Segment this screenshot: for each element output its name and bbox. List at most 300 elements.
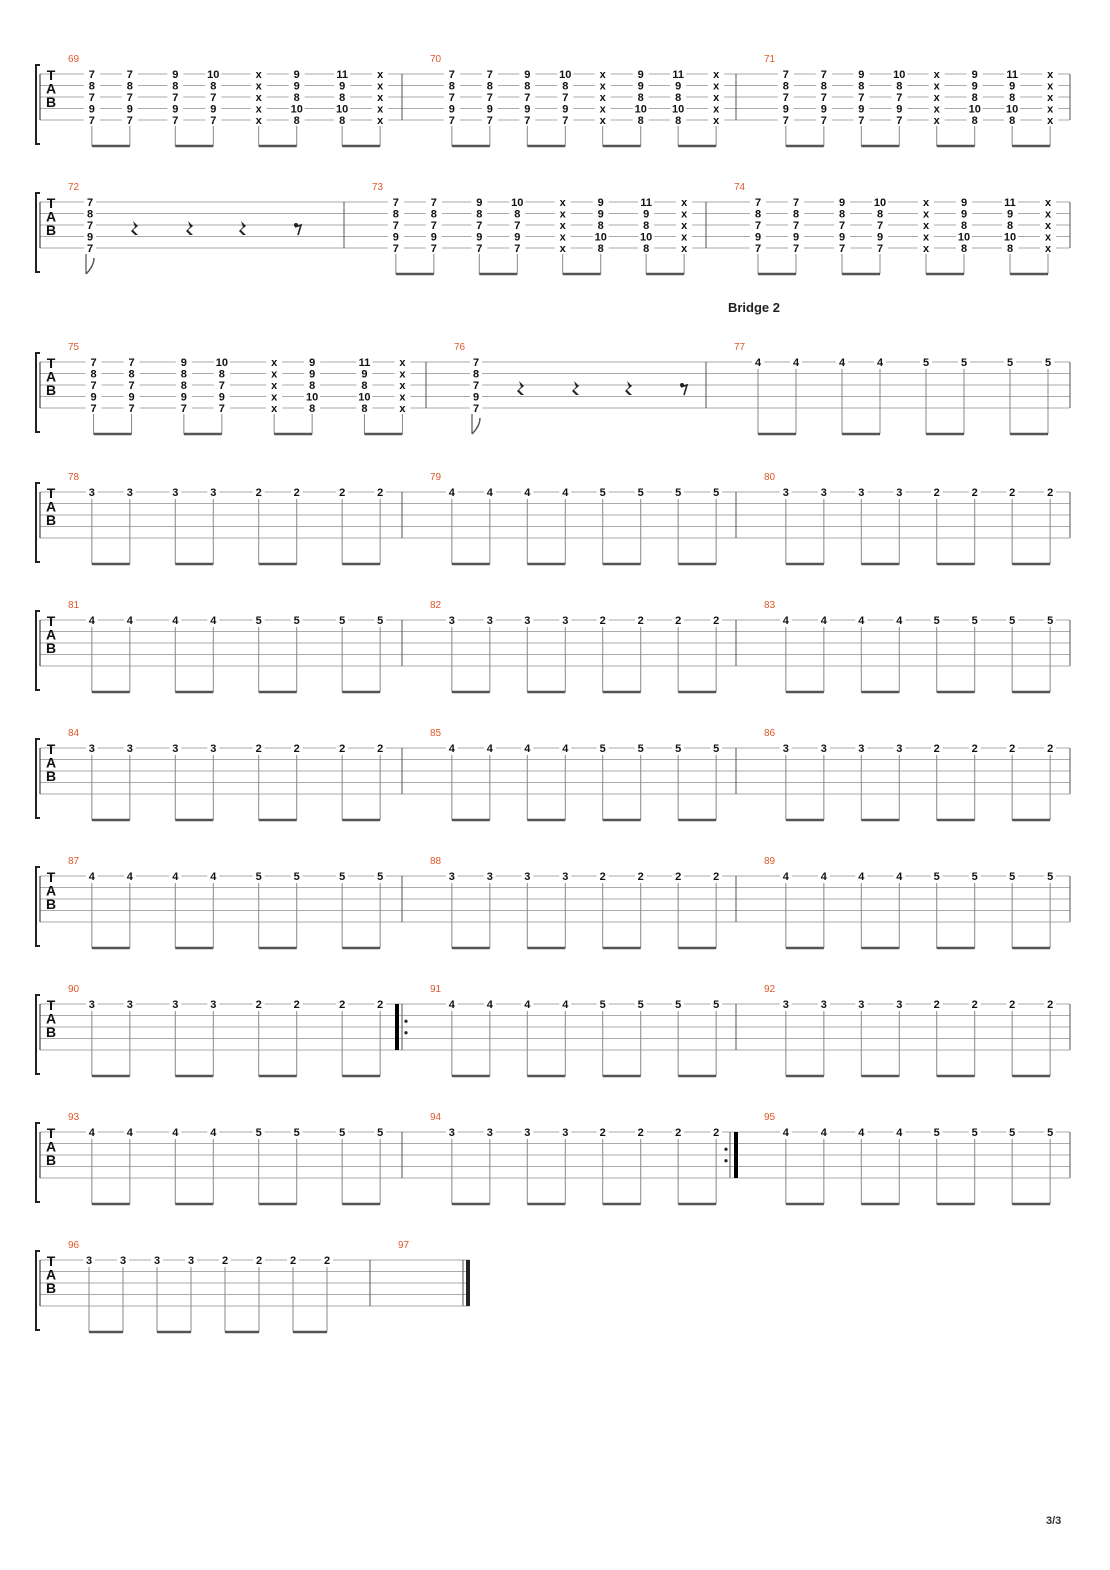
- fret-number: 5: [293, 1127, 300, 1139]
- fret-number: 5: [637, 487, 644, 499]
- fret-number: 4: [486, 999, 493, 1011]
- fret-number: 4: [172, 871, 179, 883]
- fret-number: 2: [933, 999, 940, 1011]
- fret-number: 7: [820, 92, 827, 104]
- fret-number: 3: [88, 487, 95, 499]
- fret-number: 8: [637, 92, 644, 104]
- dead-note: x: [681, 243, 688, 255]
- dead-note: x: [377, 115, 384, 127]
- fret-number: 3: [562, 871, 569, 883]
- fret-number: 4: [792, 357, 800, 369]
- measure-number: 93: [68, 1112, 80, 1123]
- fret-number: 5: [1047, 1127, 1054, 1139]
- fret-number: 5: [1006, 357, 1014, 369]
- fret-number: 9: [309, 368, 316, 381]
- fret-number: 7: [128, 403, 135, 415]
- fret-number: 2: [971, 487, 978, 499]
- fret-number: 4: [126, 1127, 133, 1139]
- tab-clef-letter: T: [46, 997, 56, 1013]
- tab-clef-letter: T: [46, 355, 56, 371]
- system-bracket: [36, 483, 40, 562]
- fret-number: 3: [782, 487, 789, 499]
- dead-note: x: [559, 220, 566, 232]
- measure-number: 87: [68, 856, 80, 867]
- fret-number: 8: [476, 208, 483, 221]
- fret-number: 9: [218, 391, 225, 404]
- fret-number: 8: [1009, 92, 1016, 104]
- dead-note: x: [922, 197, 930, 209]
- measure-number: 94: [430, 1112, 442, 1123]
- measure-number: 70: [430, 54, 442, 65]
- dead-note: x: [713, 80, 720, 93]
- fret-number: 7: [448, 69, 455, 81]
- system-bracket: [36, 65, 40, 144]
- fret-number: 2: [599, 871, 606, 883]
- fret-number: 5: [599, 999, 606, 1011]
- fret-number: 7: [838, 243, 846, 255]
- fret-number: 9: [486, 103, 493, 116]
- dead-note: x: [1047, 103, 1054, 116]
- fret-number: 7: [754, 243, 762, 255]
- fret-number: 7: [126, 115, 133, 127]
- fret-number: 8: [782, 80, 789, 93]
- fret-number: 3: [896, 487, 903, 499]
- fret-number: 10: [968, 103, 981, 116]
- fret-number: 2: [713, 615, 720, 627]
- measure-number: 90: [68, 984, 80, 995]
- fret-number: 7: [754, 220, 762, 232]
- fret-number: 3: [562, 615, 569, 627]
- measure-number: 96: [68, 1240, 80, 1251]
- dead-note: x: [399, 391, 406, 404]
- fret-number: 2: [675, 871, 682, 883]
- fret-number: 9: [562, 103, 569, 116]
- fret-number: 2: [933, 743, 940, 755]
- repeat-dot: [724, 1159, 727, 1162]
- fret-number: 5: [713, 999, 720, 1011]
- tab-clef-letter: A: [45, 626, 57, 643]
- fret-number: 5: [599, 743, 606, 755]
- measure-number: 73: [372, 182, 384, 193]
- measure-number: 75: [68, 342, 80, 353]
- system-bracket: [36, 1123, 40, 1202]
- repeat-dot: [404, 1020, 407, 1023]
- fret-number: 3: [448, 615, 455, 627]
- fret-number: 4: [88, 1127, 95, 1139]
- repeat-dot: [404, 1031, 407, 1034]
- tab-clef-letter: B: [45, 1280, 57, 1297]
- fret-number: 2: [293, 487, 300, 499]
- fret-number: 10: [957, 231, 971, 244]
- fret-number: 8: [86, 208, 94, 221]
- fret-number: 8: [361, 403, 368, 415]
- fret-number: 7: [562, 92, 569, 104]
- fret-number: 8: [597, 220, 604, 232]
- dead-note: x: [1044, 197, 1052, 209]
- tab-clef-letter: B: [45, 222, 57, 239]
- fret-number: 9: [430, 231, 437, 244]
- fret-number: 9: [960, 208, 968, 221]
- fret-number: 7: [486, 69, 493, 81]
- fret-number: 5: [933, 871, 940, 883]
- fret-number: 10: [634, 103, 647, 116]
- fret-number: 2: [377, 487, 384, 499]
- fret-number: 7: [562, 115, 569, 127]
- fret-number: 11: [1004, 197, 1016, 209]
- fret-number: 5: [637, 999, 644, 1011]
- fret-number: 4: [524, 743, 531, 755]
- fret-number: 9: [524, 69, 531, 81]
- tab-clef-letter: B: [45, 1024, 57, 1041]
- fret-number: 3: [858, 487, 865, 499]
- fret-number: 9: [339, 80, 346, 93]
- fret-number: 7: [782, 69, 789, 81]
- fret-number: 2: [971, 999, 978, 1011]
- fret-number: 7: [792, 243, 800, 255]
- dead-note: x: [559, 208, 566, 221]
- fret-number: 5: [933, 615, 940, 627]
- tab-clef-letter: B: [45, 768, 57, 785]
- fret-number: 2: [255, 999, 262, 1011]
- fret-number: 9: [820, 103, 827, 116]
- fret-number: 5: [377, 871, 384, 883]
- fret-number: 5: [255, 615, 262, 627]
- fret-number: 2: [289, 1255, 297, 1267]
- fret-number: 2: [339, 743, 346, 755]
- fret-number: 5: [599, 487, 606, 499]
- tab-clef-letter: A: [45, 368, 57, 385]
- fret-number: 5: [922, 357, 930, 369]
- measure-number: 82: [430, 600, 442, 611]
- fret-number: 9: [180, 391, 187, 404]
- fret-number: 7: [210, 115, 217, 127]
- fret-number: 9: [971, 69, 978, 81]
- fret-number: 3: [210, 999, 217, 1011]
- fret-number: 9: [637, 69, 644, 81]
- fret-number: 7: [90, 380, 97, 392]
- fret-number: 9: [210, 103, 217, 116]
- system-bracket: [36, 867, 40, 946]
- fret-number: 9: [1009, 80, 1016, 93]
- fret-number: 8: [486, 80, 493, 93]
- dead-note: x: [399, 380, 406, 392]
- fret-number: 5: [713, 743, 720, 755]
- fret-number: 9: [597, 208, 604, 221]
- measure-number: 71: [764, 54, 776, 65]
- fret-number: 2: [293, 743, 300, 755]
- quarter-rest: [625, 381, 632, 395]
- fret-number: 8: [514, 208, 521, 221]
- fret-number: 4: [448, 743, 455, 755]
- dead-note: x: [399, 368, 406, 381]
- measure-number: 88: [430, 856, 442, 867]
- fret-number: 4: [838, 357, 846, 369]
- fret-number: 8: [88, 80, 95, 93]
- measure-number: 91: [430, 984, 442, 995]
- fret-number: 8: [90, 368, 97, 381]
- measure-number: 76: [454, 342, 466, 353]
- fret-number: 2: [255, 1255, 263, 1267]
- fret-number: 2: [599, 1127, 606, 1139]
- fret-number: 7: [896, 115, 903, 127]
- tab-clef-letter: T: [46, 195, 56, 211]
- measure-number: 89: [764, 856, 776, 867]
- fret-number: 3: [187, 1255, 195, 1267]
- fret-number: 4: [88, 615, 95, 627]
- fret-number: 3: [562, 1127, 569, 1139]
- dead-note: x: [933, 92, 940, 104]
- dead-note: x: [399, 403, 406, 415]
- dead-note: x: [255, 80, 262, 93]
- fret-number: 9: [858, 69, 865, 81]
- fret-number: 2: [377, 743, 384, 755]
- measure-number: 81: [68, 600, 80, 611]
- tab-clef-letter: B: [45, 896, 57, 913]
- fret-number: 2: [713, 871, 720, 883]
- fret-number: 9: [597, 197, 604, 209]
- tab-clef-letter: A: [45, 498, 57, 515]
- fret-number: 5: [293, 615, 300, 627]
- fret-number: 9: [524, 103, 531, 116]
- system-bracket: [36, 1251, 40, 1330]
- fret-number: 7: [218, 380, 225, 392]
- fret-number: 7: [486, 92, 493, 104]
- dead-note: x: [399, 357, 406, 369]
- fret-number: 8: [838, 208, 846, 221]
- fret-number: 7: [392, 197, 399, 209]
- fret-number: 7: [524, 92, 531, 104]
- fret-number: 7: [476, 243, 483, 255]
- tab-clef-letter: A: [45, 882, 57, 899]
- measure-number: 72: [68, 182, 80, 193]
- fret-number: 7: [486, 115, 493, 127]
- fret-number: 7: [472, 380, 480, 392]
- fret-number: 3: [820, 487, 827, 499]
- measure-number: 97: [398, 1240, 410, 1251]
- fret-number: 4: [524, 999, 531, 1011]
- fret-number: 2: [933, 487, 940, 499]
- fret-number: 5: [377, 615, 384, 627]
- fret-number: 5: [293, 871, 300, 883]
- quarter-rest: [239, 221, 246, 235]
- fret-number: 10: [893, 69, 906, 81]
- dead-note: x: [271, 357, 278, 369]
- fret-number: 9: [90, 391, 97, 404]
- dead-note: x: [377, 69, 384, 81]
- fret-number: 3: [486, 615, 493, 627]
- fret-number: 8: [293, 115, 300, 127]
- fret-number: 11: [640, 197, 652, 209]
- fret-number: 7: [472, 357, 480, 369]
- fret-number: 8: [218, 368, 225, 381]
- dead-note: x: [713, 92, 720, 104]
- fret-number: 8: [675, 92, 682, 104]
- fret-number: 8: [876, 208, 884, 221]
- fret-number: 2: [637, 871, 644, 883]
- fret-number: 3: [119, 1255, 127, 1267]
- fret-number: 7: [430, 243, 437, 255]
- fret-number: 3: [126, 999, 133, 1011]
- system-bracket: [36, 739, 40, 818]
- fret-number: 3: [172, 743, 179, 755]
- fret-number: 10: [594, 231, 607, 244]
- fret-number: 7: [876, 220, 884, 232]
- fret-number: 3: [820, 999, 827, 1011]
- fret-number: 4: [562, 999, 569, 1011]
- eighth-rest: [681, 385, 687, 395]
- fret-number: 7: [88, 115, 95, 127]
- fret-number: 9: [309, 357, 316, 369]
- dead-note: x: [377, 80, 384, 93]
- fret-number: 4: [876, 357, 884, 369]
- fret-number: 9: [126, 103, 133, 116]
- fret-number: 3: [896, 743, 903, 755]
- tab-clef-letter: T: [46, 1253, 56, 1269]
- fret-number: 7: [90, 403, 97, 415]
- dead-note: x: [922, 231, 930, 244]
- dead-note: x: [271, 391, 278, 404]
- fret-number: 2: [1047, 487, 1054, 499]
- dead-note: x: [933, 69, 940, 81]
- fret-number: 9: [476, 231, 483, 244]
- quarter-rest: [517, 381, 524, 395]
- fret-number: 8: [339, 115, 346, 127]
- dead-note: x: [559, 231, 566, 244]
- fret-number: 4: [754, 357, 762, 369]
- fret-number: 10: [640, 231, 653, 244]
- repeat-dot: [724, 1148, 727, 1151]
- fret-number: 7: [448, 92, 455, 104]
- fret-number: 2: [1009, 743, 1016, 755]
- dead-note: x: [681, 231, 688, 244]
- fret-number: 7: [172, 115, 179, 127]
- fret-number: 7: [448, 115, 455, 127]
- fret-number: 3: [126, 743, 133, 755]
- fret-number: 10: [1006, 103, 1019, 116]
- fret-number: 9: [128, 391, 135, 404]
- fret-number: 7: [128, 357, 135, 369]
- fret-number: 8: [339, 92, 346, 104]
- fret-number: 8: [637, 115, 644, 127]
- fret-number: 4: [820, 615, 827, 627]
- fret-number: 9: [858, 103, 865, 116]
- fret-number: 4: [210, 1127, 217, 1139]
- fret-number: 9: [88, 103, 95, 116]
- dead-note: x: [1047, 69, 1054, 81]
- fret-number: 2: [599, 615, 606, 627]
- fret-number: 2: [1047, 999, 1054, 1011]
- fret-number: 4: [782, 871, 789, 883]
- fret-number: 8: [754, 208, 762, 221]
- fret-number: 2: [1009, 487, 1016, 499]
- fret-number: 9: [960, 197, 968, 209]
- section-label: Bridge 2: [727, 300, 781, 315]
- fret-number: 7: [858, 92, 865, 104]
- fret-number: 9: [838, 231, 846, 244]
- note-flag: [472, 418, 480, 434]
- fret-number: 9: [675, 80, 682, 93]
- fret-number: 8: [792, 208, 800, 221]
- fret-number: 5: [377, 1127, 384, 1139]
- fret-number: 3: [486, 871, 493, 883]
- fret-number: 3: [858, 999, 865, 1011]
- fret-number: 4: [782, 1127, 789, 1139]
- system-bracket: [36, 995, 40, 1074]
- fret-number: 7: [514, 220, 521, 232]
- fret-number: 8: [597, 243, 604, 255]
- fret-number: 7: [180, 403, 187, 415]
- tab-clef-letter: B: [45, 382, 57, 399]
- fret-number: 8: [1006, 220, 1014, 232]
- fret-number: 9: [172, 103, 179, 116]
- fret-number: 8: [172, 80, 179, 93]
- fret-number: 2: [1009, 999, 1016, 1011]
- fret-number: 8: [971, 115, 978, 127]
- fret-number: 8: [643, 220, 650, 232]
- fret-number: 9: [172, 69, 179, 81]
- fret-number: 2: [323, 1255, 331, 1267]
- system-bracket: [36, 353, 40, 432]
- fret-number: 2: [1047, 743, 1054, 755]
- dead-note: x: [1044, 243, 1052, 255]
- fret-number: 4: [126, 871, 133, 883]
- tab-clef-letter: A: [45, 80, 57, 97]
- fret-number: 7: [392, 220, 399, 232]
- fret-number: 8: [960, 243, 968, 255]
- fret-number: 3: [210, 743, 217, 755]
- dead-note: x: [599, 103, 606, 116]
- quarter-rest: [186, 221, 193, 235]
- fret-number: 8: [960, 220, 968, 232]
- note-flag: [86, 258, 94, 274]
- fret-number: 8: [448, 80, 455, 93]
- fret-number: 7: [218, 403, 225, 415]
- fret-number: 3: [858, 743, 865, 755]
- dead-note: x: [1044, 231, 1052, 244]
- fret-number: 2: [971, 743, 978, 755]
- fret-number: 4: [486, 487, 493, 499]
- fret-number: 9: [838, 197, 846, 209]
- fret-number: 4: [210, 871, 217, 883]
- fret-number: 8: [180, 380, 187, 392]
- dead-note: x: [255, 115, 262, 127]
- fret-number: 9: [792, 231, 800, 244]
- fret-number: 7: [88, 69, 95, 81]
- measure-number: 85: [430, 728, 442, 739]
- fret-number: 7: [126, 69, 133, 81]
- fret-number: 10: [215, 357, 228, 369]
- fret-number: 7: [820, 115, 827, 127]
- fret-number: 4: [524, 487, 531, 499]
- fret-number: 4: [896, 615, 903, 627]
- fret-number: 7: [754, 197, 762, 209]
- fret-number: 2: [255, 487, 262, 499]
- fret-number: 8: [309, 403, 316, 415]
- fret-number: 4: [858, 871, 865, 883]
- fret-number: 9: [643, 208, 650, 221]
- dead-note: x: [681, 208, 688, 221]
- fret-number: 5: [675, 487, 682, 499]
- dead-note: x: [271, 380, 278, 392]
- fret-number: 7: [782, 115, 789, 127]
- measure-number: 77: [734, 342, 746, 353]
- fret-number: 4: [126, 615, 133, 627]
- quarter-rest: [572, 381, 579, 395]
- system-bracket: [36, 611, 40, 690]
- fret-number: 2: [675, 615, 682, 627]
- fret-number: 9: [971, 80, 978, 93]
- quarter-rest: [131, 221, 138, 235]
